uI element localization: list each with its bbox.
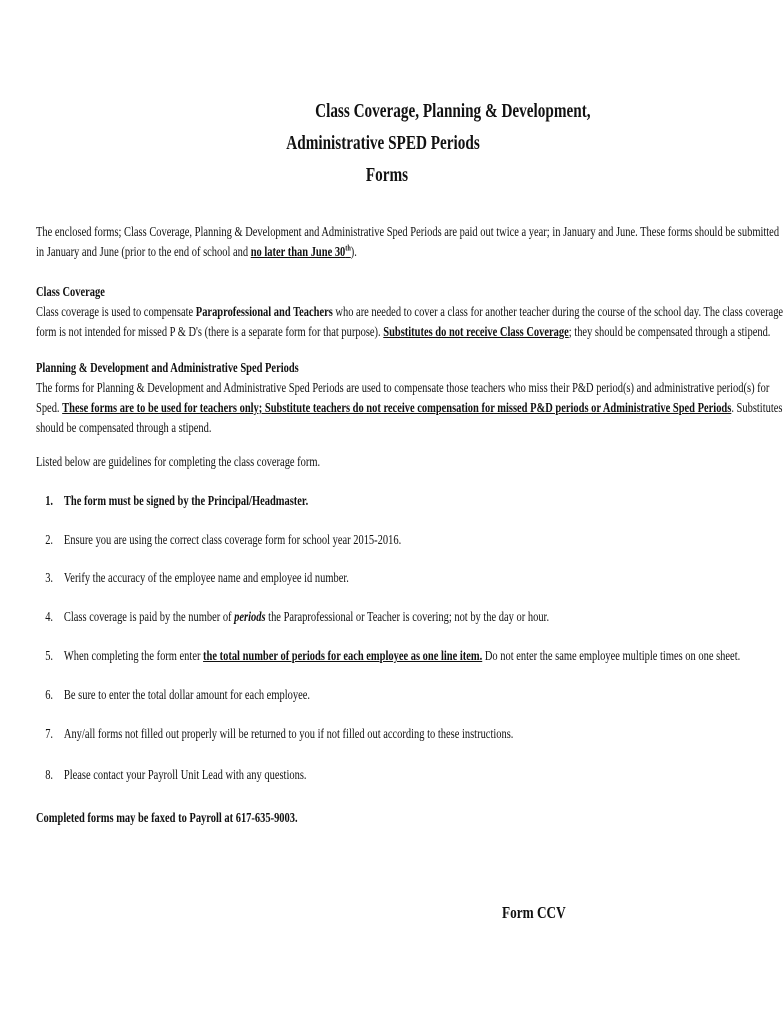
guideline-item-6 (36, 685, 310, 705)
class-coverage-heading: Class Coverage (36, 284, 105, 299)
guideline-number: 1. (45, 493, 54, 508)
cc-line-1-end: who are needed to cover a class for another teacher during the course of the school day. The class coverage (332, 304, 783, 319)
guideline-number: 2. (45, 532, 54, 547)
planning-line-3: should be compensated through a stipend. (36, 420, 212, 435)
cc-line-2-bold: Substitutes do not receive Class Coverage (383, 324, 569, 339)
pd-line-2-start: Sped. (36, 400, 63, 415)
pd-line-2-end: . Substitutes (731, 400, 783, 415)
guideline-text-bold: the total number of periods for each employee as one line item. (203, 648, 483, 663)
form-identifier: Form CCV (502, 903, 566, 922)
deadline-superscript: th (345, 243, 351, 253)
cc-line-1-start: Class coverage is used to compensate (36, 304, 196, 319)
cc-line-2-start: form is not intended for missed P & D's (there is a separate form for that purpose). (36, 324, 384, 339)
guideline-item-8 (36, 765, 307, 785)
guideline-item-3 (36, 568, 349, 588)
intro-line-2 (36, 242, 736, 262)
class-coverage-line-1 (36, 302, 783, 322)
guidelines-intro (36, 452, 736, 472)
guideline-text-emphasis: periods (234, 609, 266, 624)
fax-note-text: Completed forms may be faxed to Payroll at 617-635-9003. (36, 810, 298, 825)
fax-note (36, 808, 736, 828)
intro-line-2-end: ). (350, 244, 357, 259)
guideline-text-end: Do not enter the same employee multiple times on one sheet. (482, 648, 741, 663)
guideline-text: Please contact your Payroll Unit Lead with any questions. (63, 767, 307, 782)
deadline-text (251, 244, 351, 259)
title-line-3: Forms (365, 165, 409, 186)
guideline-number: 5. (45, 648, 54, 663)
class-coverage-section (36, 282, 783, 342)
guideline-number: 6. (45, 687, 54, 702)
guideline-item-2 (36, 530, 401, 550)
guideline-text-start: Class coverage is paid by the number of (63, 609, 235, 624)
guideline-text: Verify the accuracy of the employee name and employee id number. (63, 570, 349, 585)
guideline-number: 3. (45, 570, 54, 585)
guideline-text: Any/all forms not filled out properly will be returned to you if not filled out according to these instructions. (63, 726, 514, 741)
guideline-text: Be sure to enter the total dollar amount for each employee. (63, 687, 310, 702)
deadline-date: no later than June 30 (250, 244, 346, 259)
guideline-item-4 (36, 607, 549, 627)
planning-section (36, 358, 783, 438)
guideline-item-7 (36, 724, 513, 744)
guideline-text-start: When completing the form enter (63, 648, 204, 663)
planning-heading: Planning & Development and Administrative Sped Periods (36, 360, 299, 375)
intro-line-1: The enclosed forms; Class Coverage, Planning & Development and Administrative Sped Periods are paid out twice a year; in January and June. These forms should be submitted (36, 224, 780, 239)
title-line-2: Administrative SPED Periods (286, 133, 480, 154)
guideline-item-5 (36, 646, 740, 666)
intro-line-2-start: in January and June (prior to the end of school and (36, 244, 251, 259)
planning-line-1: The forms for Planning & Development and Administrative Sped Periods are used to compensate those teachers who miss their P&D period(s) and administrative period(s) for (36, 380, 770, 395)
guideline-number: 4. (45, 609, 54, 624)
title-line-1: Class Coverage, Planning & Development, (315, 101, 591, 122)
guideline-number: 7. (45, 726, 54, 741)
guideline-text-end: the Paraprofessional or Teacher is covering; not by the day or hour. (265, 609, 550, 624)
guideline-number: 8. (45, 767, 54, 782)
cc-line-2-end: ; they should be compensated through a stipend. (568, 324, 771, 339)
cc-line-1-bold: Paraprofessional and Teachers (195, 304, 333, 319)
planning-line-2 (36, 398, 783, 418)
guideline-item-1 (36, 491, 308, 511)
guideline-text: Ensure you are using the correct class coverage form for school year 2015-2016. (63, 532, 402, 547)
guideline-text: The form must be signed by the Principal/Headmaster. (63, 493, 309, 508)
guidelines-intro-text: Listed below are guidelines for completing the class coverage form. (36, 454, 321, 469)
pd-line-2-bold: These forms are to be used for teachers only; Substitute teachers do not receive compensation for missed P&D periods or Administrative Sped Periods (62, 400, 732, 415)
class-coverage-line-2 (36, 322, 771, 342)
intro-paragraph (36, 222, 780, 262)
